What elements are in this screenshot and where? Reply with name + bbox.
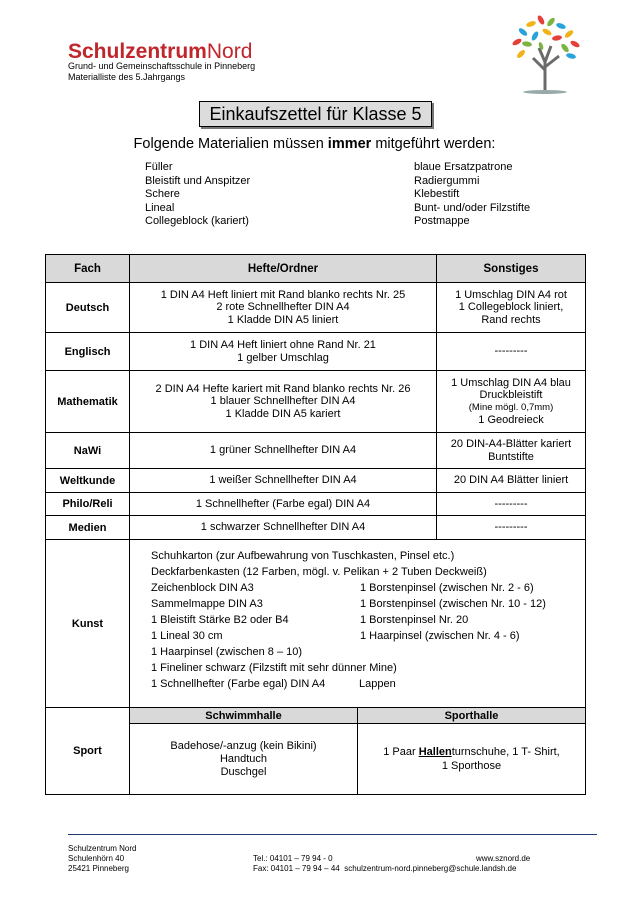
- sonstiges-cell: [437, 371, 586, 433]
- kunst-line: 1 Bleistift Stärke B2 oder B4: [151, 614, 289, 626]
- footer-fax: Fax: 04101 – 79 94 – 44: [253, 864, 340, 873]
- materials-table: [45, 254, 586, 795]
- schwimmhalle-header: Schwimmhalle: [130, 708, 358, 724]
- sonstiges-cell: [437, 283, 586, 333]
- kunst-cell: [130, 540, 586, 708]
- list-item: Collegeblock (kariert): [145, 215, 249, 227]
- table-row-sport: [46, 708, 586, 795]
- hefte-cell: [130, 371, 437, 433]
- cell-line: 1 Umschlag DIN A4 blau: [451, 376, 571, 389]
- cell-line: 20 DIN-A4-Blätter kariert: [450, 438, 572, 450]
- footer-name: Schulzentrum Nord: [68, 844, 137, 853]
- kunst-line: 1 Borstenpinsel (zwischen Nr. 10 - 12): [360, 598, 546, 610]
- sport-text: turnschuhe, 1 T- Shirt,: [451, 746, 560, 758]
- fach-cell: NaWi: [46, 433, 130, 469]
- sonstiges-cell: [437, 433, 586, 469]
- list-item: Schere: [145, 188, 180, 200]
- hefte-cell: 1 schwarzer Schnellhefter DIN A4: [130, 516, 437, 540]
- kunst-line: Deckfarbenkasten (12 Farben, mögl. v. Pelikan + 2 Tuben Deckweiß): [151, 566, 487, 578]
- kunst-line: 1 Haarpinsel (zwischen Nr. 4 - 6): [360, 630, 520, 642]
- fach-cell: Englisch: [46, 333, 130, 371]
- intro-emphasis: immer: [327, 136, 372, 152]
- header-fach: Fach: [46, 255, 130, 283]
- kunst-line: 1 Lineal 30 cm: [151, 630, 223, 642]
- sporthalle-cell: [358, 724, 586, 795]
- sporthalle-header: Sporthalle: [358, 708, 586, 724]
- materials-right-list: [414, 161, 530, 229]
- tree-logo-icon: [505, 12, 585, 94]
- table-row: [46, 493, 586, 516]
- cell-line: 1 Sporthose: [441, 760, 502, 772]
- page-title: Einkaufszettel für Klasse 5: [199, 101, 432, 127]
- fach-cell: Weltkunde: [46, 469, 130, 493]
- cell-line: (Mine mögl. 0,7mm): [468, 401, 554, 413]
- intro-after: mitgeführt werden:: [371, 136, 496, 152]
- cell-line: 1 Umschlag DIN A4 rot: [455, 288, 567, 301]
- hefte-cell: [130, 283, 437, 333]
- footer-divider: [68, 834, 597, 835]
- cell-line: Badehose/-anzug (kein Bikini): [170, 739, 317, 752]
- header-sonstiges: Sonstiges: [437, 255, 586, 283]
- sonstiges-cell: ---------: [437, 333, 586, 371]
- fach-cell: Deutsch: [46, 283, 130, 333]
- sonstiges-cell: ---------: [437, 493, 586, 516]
- cell-line: Buntstifte: [488, 450, 534, 463]
- table-row-kunst: [46, 540, 586, 708]
- cell-line: [358, 745, 585, 759]
- sonstiges-cell: ---------: [437, 516, 586, 540]
- list-item: Füller: [145, 161, 173, 173]
- footer-web-link[interactable]: www.sznord.de: [476, 854, 531, 863]
- cell-line: 2 DIN A4 Hefte kariert mit Rand blanko rechts Nr. 26: [155, 382, 411, 395]
- document-subtitle: Materialliste des 5.Jahrgangs: [68, 72, 186, 82]
- cell-line: Rand rechts: [481, 313, 541, 326]
- schwimmhalle-cell: [130, 724, 358, 795]
- hefte-cell: [130, 333, 437, 371]
- table-row: [46, 371, 586, 433]
- cell-line: 1 Collegeblock liniert,: [458, 301, 564, 314]
- cell-line: 2 rote Schnellhefter DIN A4: [216, 301, 350, 314]
- cell-line: 1 Kladde DIN A5 kariert: [225, 407, 341, 420]
- table-row: [46, 433, 586, 469]
- sport-subtable: [130, 708, 585, 794]
- fach-cell: Philo/Reli: [46, 493, 130, 516]
- fach-cell: Medien: [46, 516, 130, 540]
- fach-cell: Sport: [46, 708, 130, 795]
- table-row: [46, 516, 586, 540]
- kunst-line: Schuhkarton (zur Aufbewahrung von Tuschkasten, Pinsel etc.): [151, 550, 455, 562]
- intro-text: [0, 136, 629, 152]
- list-item: blaue Ersatzpatrone: [414, 161, 513, 173]
- logo-subtitle: Grund- und Gemeinschaftsschule in Pinneberg: [68, 61, 256, 71]
- kunst-line: 1 Borstenpinsel (zwischen Nr. 2 - 6): [360, 582, 534, 594]
- list-item: Bunt- und/oder Filzstifte: [414, 201, 531, 214]
- kunst-line: Sammelmappe DIN A3: [151, 598, 263, 610]
- kunst-line: 1 Schnellhefter (Farbe egal) DIN A4: [151, 678, 326, 690]
- logo-part-2: Nord: [206, 40, 253, 63]
- cell-line: Druckbleistift: [479, 389, 543, 401]
- cell-line: 1 Kladde DIN A5 liniert: [227, 313, 339, 326]
- table-row: [46, 469, 586, 493]
- cell-line: 1 gelber Umschlag: [237, 351, 329, 364]
- cell-line: Duschgel: [220, 765, 267, 778]
- hefte-cell: 1 weißer Schnellhefter DIN A4: [130, 469, 437, 493]
- kunst-line: 1 Fineliner schwarz (Filzstift mit sehr dünner Mine): [151, 662, 397, 674]
- fach-cell: Mathematik: [46, 371, 130, 433]
- kunst-line: Lappen: [359, 678, 396, 690]
- sport-text: 1 Paar: [383, 746, 419, 758]
- cell-line: 1 DIN A4 Heft liniert mit Rand blanko rechts Nr. 25: [160, 288, 406, 301]
- sonstiges-cell: 20 DIN A4 Blätter liniert: [437, 469, 586, 493]
- header-hefte: Hefte/Ordner: [130, 255, 437, 283]
- cell-line: 1 DIN A4 Heft liniert ohne Rand Nr. 21: [190, 339, 376, 351]
- cell-line: Handtuch: [219, 752, 268, 765]
- list-item: Bleistift und Anspitzer: [145, 174, 251, 187]
- table-row: [46, 283, 586, 333]
- intro-before: Folgende Materialien müssen: [133, 136, 328, 152]
- footer-city: 25421 Pinneberg: [68, 864, 129, 873]
- list-item: Lineal: [145, 201, 175, 214]
- kunst-line: Zeichenblock DIN A3: [151, 582, 254, 594]
- list-item: Postmappe: [414, 215, 470, 227]
- list-item: Klebestift: [414, 188, 460, 200]
- table-header-row: [46, 255, 586, 283]
- cell-line: 1 blauer Schnellhefter DIN A4: [210, 395, 356, 408]
- kunst-line: 1 Borstenpinsel Nr. 20: [360, 614, 469, 626]
- sport-text-underlined: Hallen: [418, 746, 452, 758]
- hefte-cell: 1 grüner Schnellhefter DIN A4: [130, 433, 437, 469]
- logo-part-1: Schulzentrum: [68, 40, 207, 63]
- table-row: [46, 333, 586, 371]
- list-item: Radiergummi: [414, 174, 480, 187]
- hefte-cell: 1 Schnellhefter (Farbe egal) DIN A4: [130, 493, 437, 516]
- kunst-line: 1 Haarpinsel (zwischen 8 – 10): [151, 646, 303, 658]
- sport-cell: [130, 708, 586, 795]
- footer-street: Schulenhörn 40: [68, 854, 125, 863]
- cell-line: 1 Geodreieck: [478, 414, 544, 426]
- footer-address: [68, 844, 136, 874]
- materials-left-list: [145, 161, 250, 229]
- footer-tel: Tel.: 04101 – 79 94 - 0: [253, 854, 333, 863]
- fach-cell: Kunst: [46, 540, 130, 708]
- footer-email-link[interactable]: schulzentrum-nord.pinneberg@schule.landsh.de: [344, 864, 517, 873]
